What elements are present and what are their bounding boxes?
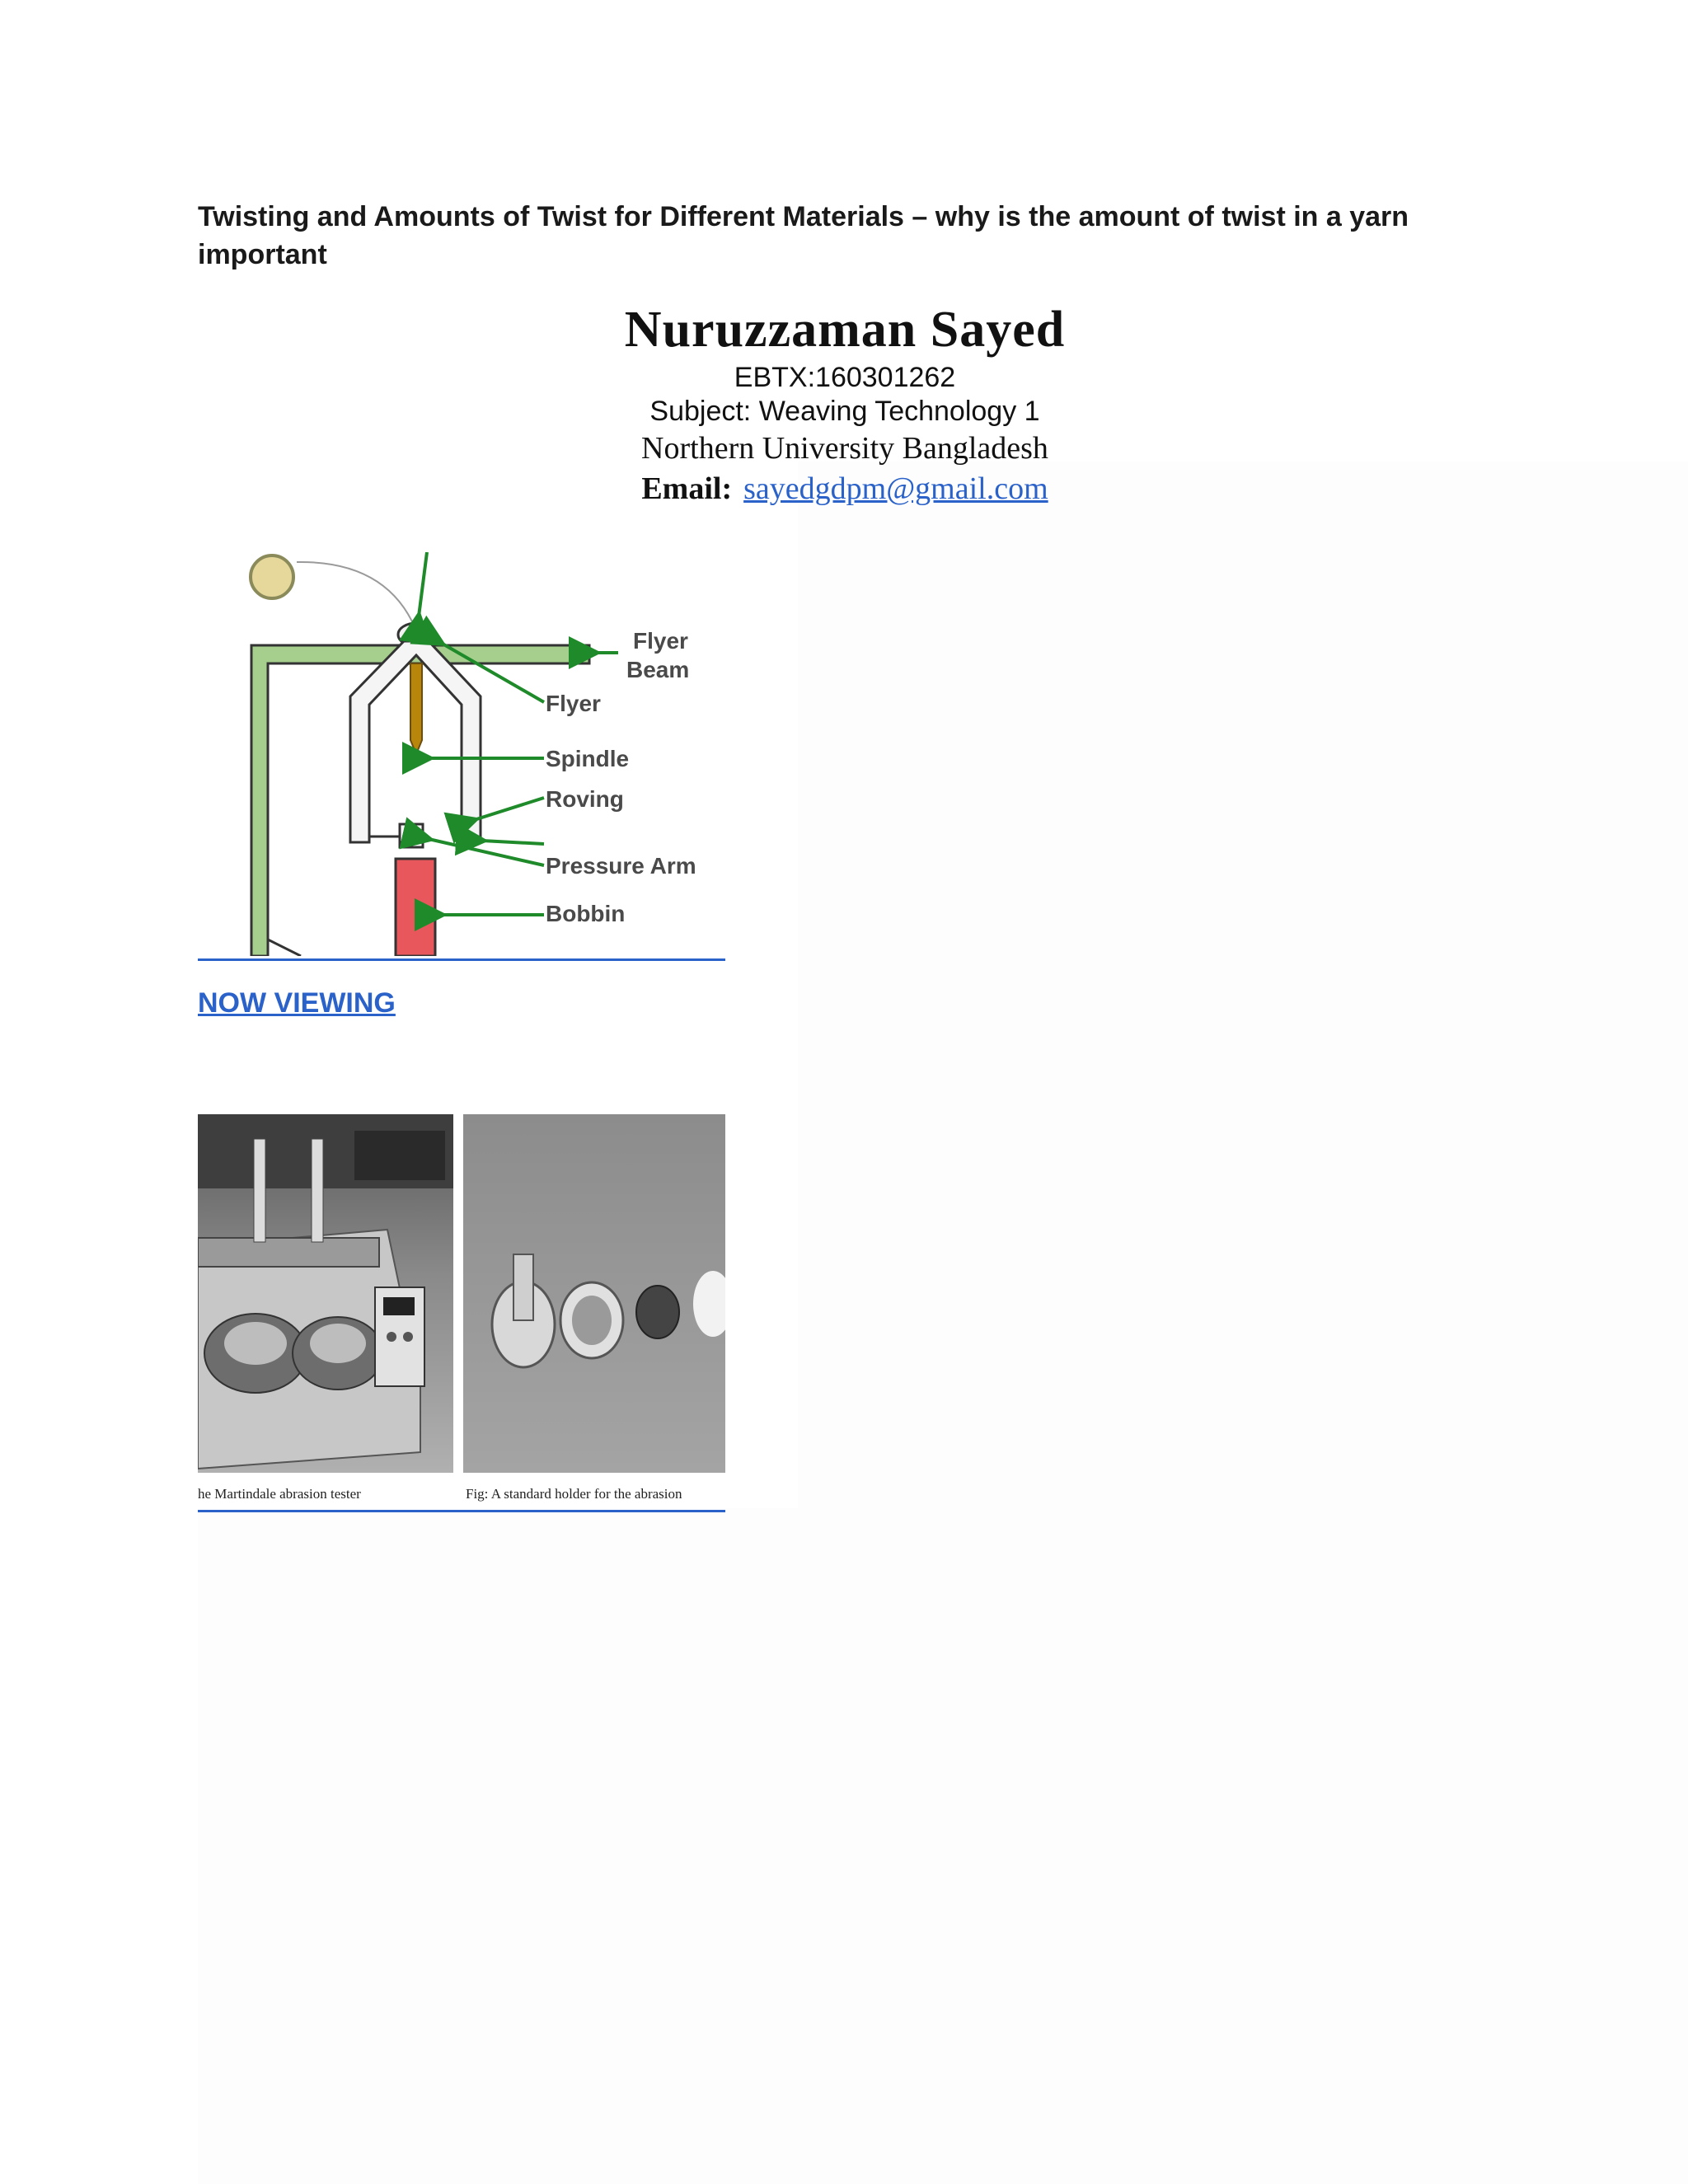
martindale-photo-figure[interactable] — [198, 1114, 725, 1510]
bobbin-shape — [396, 859, 435, 956]
label-pressure-arm: Pressure Arm — [546, 853, 696, 879]
label-flyer-beam-2: Beam — [626, 657, 690, 682]
label-roving: Roving — [546, 786, 624, 812]
martindale-photo — [198, 1114, 725, 1510]
email-link[interactable]: sayedgdpm@gmail.com — [743, 471, 1048, 506]
page-background-tint — [798, 462, 1688, 2184]
label-flyer-beam-1: Flyer — [633, 628, 688, 654]
author-email-line — [577, 468, 1113, 509]
email-label: Email: — [641, 471, 733, 506]
label-flyer: Flyer — [546, 691, 601, 716]
author-block — [577, 298, 1113, 509]
roving-package-icon — [251, 555, 293, 598]
figure-divider — [198, 958, 725, 961]
flyer-diagram-figure[interactable] — [198, 552, 725, 956]
spindle-shape — [410, 663, 422, 754]
roving-thread — [297, 562, 416, 630]
author-subject: Subject: Weaving Technology 1 — [649, 396, 1040, 427]
caption-right: Fig: A standard holder for the abrasion — [466, 1486, 682, 1502]
caption-left: he Martindale abrasion tester — [198, 1486, 361, 1502]
label-bobbin: Bobbin — [546, 901, 626, 926]
flyer-diagram — [198, 552, 725, 956]
page-background-tint — [198, 1508, 799, 2184]
author-university: Northern University Bangladesh — [641, 431, 1048, 466]
document-title: Twisting and Amounts of Twist for Different Materials – why is the amount of twist in a yarn important — [198, 201, 1409, 270]
author-name: Nuruzzaman Sayed — [624, 302, 1066, 358]
author-id: EBTX:160301262 — [734, 362, 956, 393]
label-spindle: Spindle — [546, 746, 630, 771]
now-viewing-link[interactable]: NOW VIEWING — [198, 987, 396, 1019]
figure-divider — [198, 1510, 725, 1512]
pressure-arm-shape — [400, 824, 423, 847]
